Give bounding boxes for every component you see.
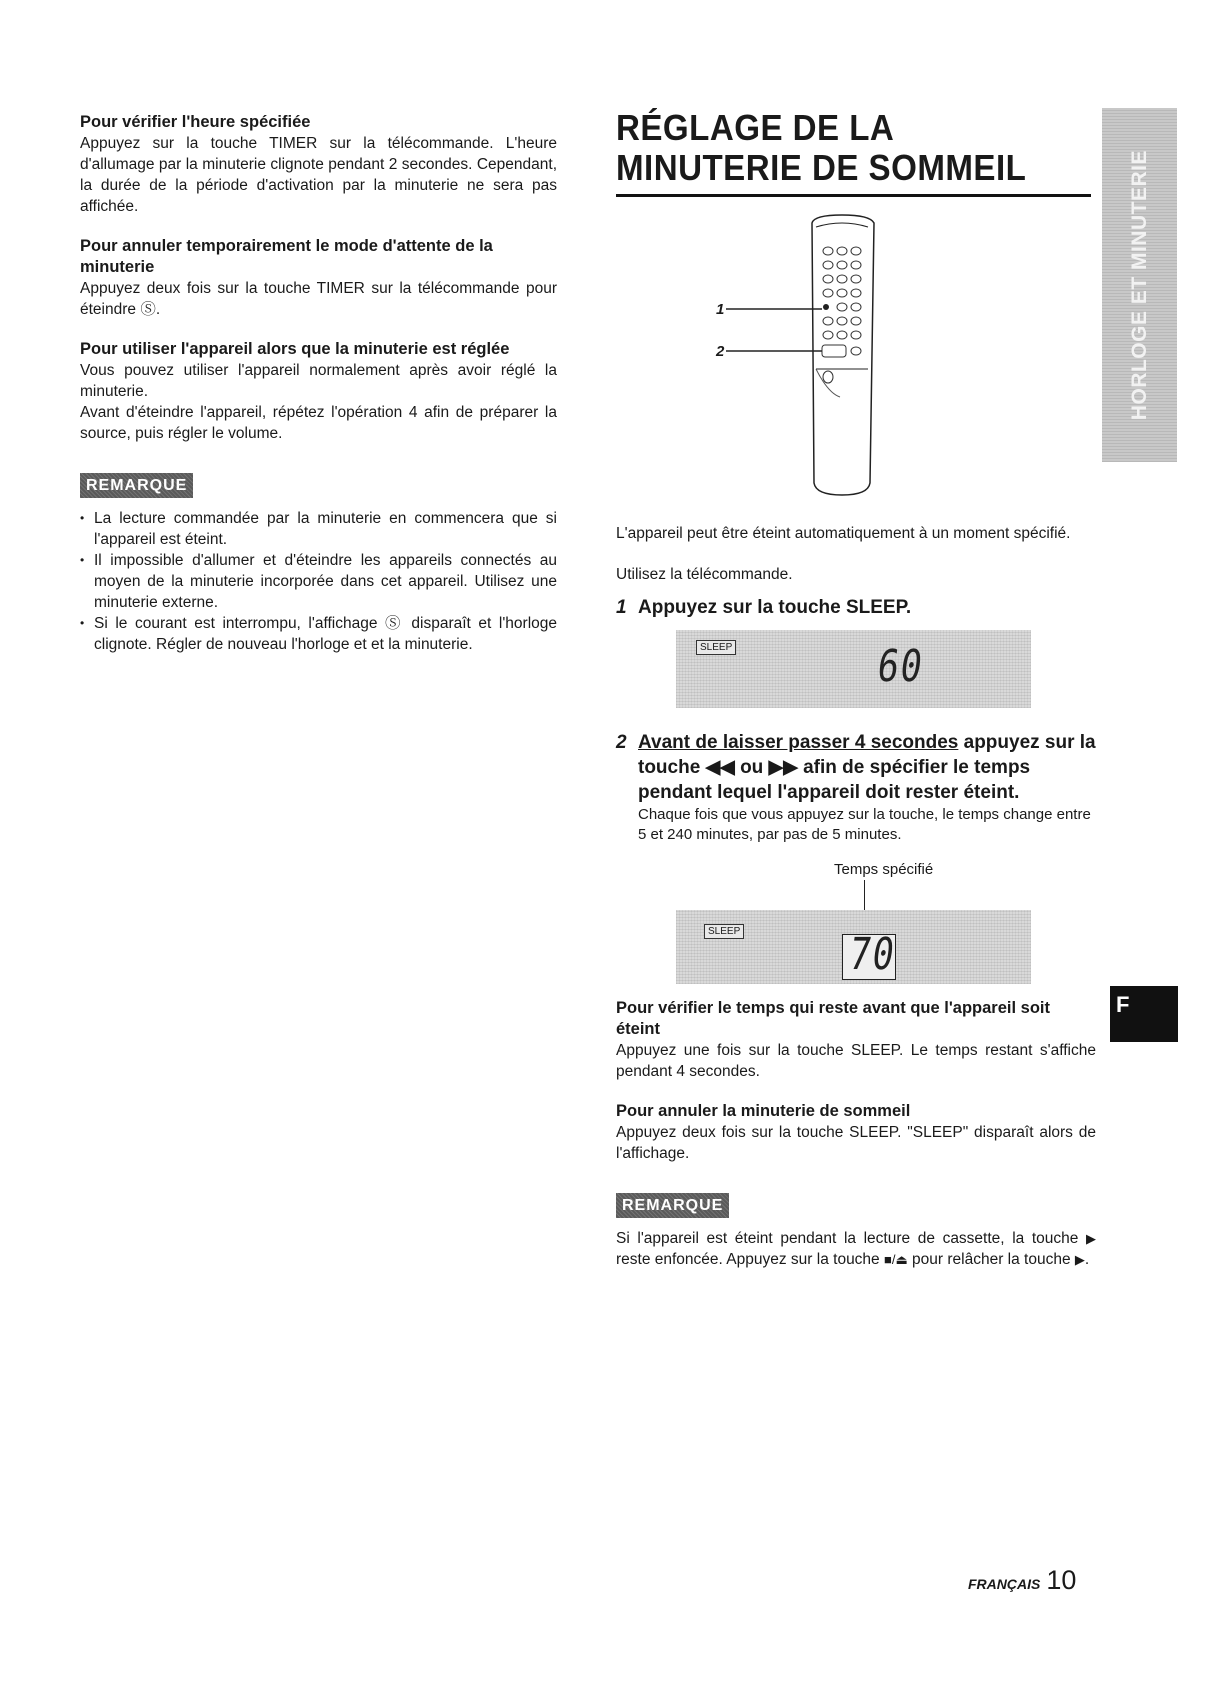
- callout-2: 2: [716, 343, 725, 360]
- section-check-time: [80, 112, 557, 217]
- remarque-label: REMARQUE: [80, 473, 193, 498]
- list-item: • Il impossible d'allumer et d'éteindre les appareils connectés au moyen de la minuterie incorporée dans cet appareil. Utilisez une minuterie externe.: [80, 550, 557, 613]
- timer-icon: Ⓢ: [385, 615, 404, 632]
- section-title: Pour utiliser l'appareil alors que la minuterie est réglée: [80, 340, 510, 358]
- lcd-sleep-indicator: SLEEP: [696, 640, 736, 655]
- section-text: Appuyez deux fois sur la touche SLEEP. "SLEEP" disparaît alors de l'affichage.: [616, 1124, 1096, 1162]
- section-cancel-standby: [80, 236, 557, 320]
- left-column: [80, 112, 557, 655]
- section-use-while-timer: [80, 339, 557, 444]
- section-title: Pour vérifier l'heure spécifiée: [80, 113, 311, 131]
- play-icon: ▶: [1074, 1252, 1085, 1267]
- section-title: Pour annuler la minuterie de sommeil: [616, 1102, 911, 1120]
- timer-icon: Ⓢ: [140, 301, 156, 318]
- play-icon: ▶: [1086, 1231, 1097, 1246]
- list-item: • Si le courant est interrompu, l'affichage Ⓢ disparaît et l'horloge clignote. Régler de nouveau l'horloge et et la minuterie.: [80, 613, 557, 655]
- language-tab: F: [1110, 986, 1178, 1042]
- remote-illustration: [616, 213, 1096, 503]
- section-check-remaining: [616, 998, 1096, 1082]
- lcd-display-1: [676, 630, 1031, 708]
- lcd-sleep-indicator: SLEEP: [704, 924, 744, 939]
- section-text: Vous pouvez utiliser l'appareil normalement après avoir réglé la minuterie.: [80, 362, 557, 400]
- side-tab-label: HORLOGE ET MINUTERIE: [1127, 149, 1151, 421]
- page-title: RÉGLAGE DE LA MINUTERIE DE SOMMEIL: [616, 107, 1027, 188]
- step-number: 2: [616, 732, 627, 753]
- list-item: • La lecture commandée par la minuterie en commencera que si l'appareil est éteint.: [80, 508, 557, 550]
- intro-text: L'appareil peut être éteint automatiquement à un moment spécifié.: [616, 525, 1071, 542]
- remarque-label: REMARQUE: [616, 1193, 729, 1218]
- section-text: Appuyez sur la touche TIMER sur la télécommande. L'heure d'allumage par la minuterie clignote pendant 2 secondes. Cependant, la durée de la période d'activation par la minuterie ne sera pas affichée.: [80, 135, 557, 215]
- use-remote-text: Utilisez la télécommande.: [616, 566, 793, 583]
- temps-label: Temps spécifié: [834, 861, 934, 878]
- section-title: Pour annuler temporairement le mode d'attente de la minuterie: [80, 237, 493, 276]
- lcd-digits: 60: [874, 641, 927, 692]
- section-text: Appuyez une fois sur la touche SLEEP. Le temps restant s'affiche pendant 4 secondes.: [616, 1042, 1096, 1080]
- remote-control-icon: [616, 213, 1096, 503]
- section-cancel-sleep: [616, 1101, 1096, 1164]
- footer-language: FRANÇAIS: [968, 1576, 1041, 1592]
- callout-1: 1: [716, 301, 725, 318]
- step-number: 1: [616, 597, 627, 618]
- step-2-title: 2 Avant de laisser passer 4 secondes appuyez sur la touche ◀◀ ou ▶▶ afin de spécifier le temps pendant lequel l'appareil doit rester éteint.: [616, 732, 1096, 803]
- section-text: Appuyez deux fois sur la touche TIMER sur la télécommande pour éteindre Ⓢ.: [80, 280, 557, 318]
- page-number: 10: [1046, 1565, 1077, 1595]
- section-text: Avant d'éteindre l'appareil, répétez l'opération 4 afin de préparer la source, puis régler le volume.: [80, 404, 557, 442]
- right-column: [616, 108, 1096, 1270]
- section-title: Pour vérifier le temps qui reste avant que l'appareil soit éteint: [616, 999, 1050, 1038]
- step-2: [616, 730, 1096, 845]
- fast-forward-icon: ▶▶: [768, 757, 798, 778]
- step-2-desc: Chaque fois que vous appuyez sur la touche, le temps change entre 5 et 240 minutes, par pas de 5 minutes.: [638, 806, 1091, 843]
- remarque-note: Si l'appareil est éteint pendant la lecture de cassette, la touche ▶ reste enfoncée. Appuyez sur la touche ■/⏏ pour relâcher la touche ▶.: [616, 1230, 1097, 1268]
- page-footer: [968, 1565, 1076, 1596]
- lcd-digits: 70: [846, 929, 899, 980]
- notes-list: [80, 508, 557, 655]
- lcd-display-2: [676, 910, 1031, 984]
- step-1: [616, 595, 1096, 620]
- title-rule: [616, 194, 1091, 197]
- rewind-icon: ◀◀: [705, 757, 735, 778]
- step-1-title: 1 Appuyez sur la touche SLEEP.: [616, 597, 912, 618]
- stop-eject-icon: ■/⏏: [883, 1252, 908, 1267]
- temps-pointer: [864, 880, 865, 910]
